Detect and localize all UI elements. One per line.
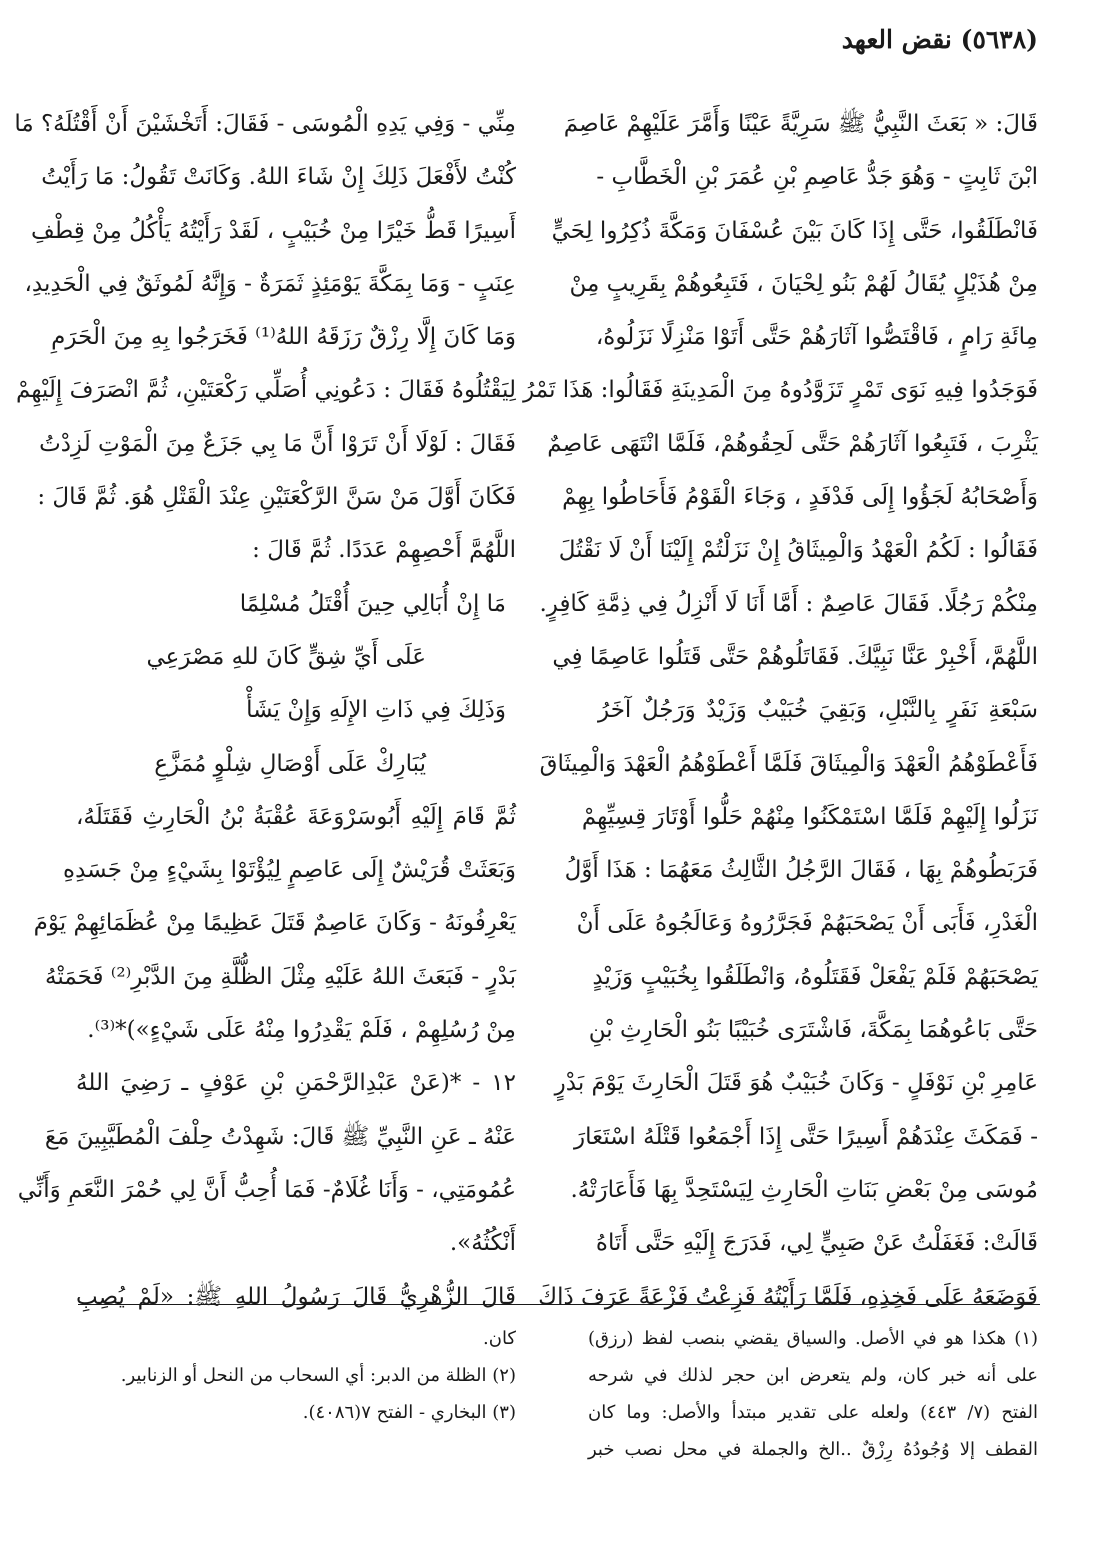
- text-line: ١٢ - *(عَنْ عَبْدِالرَّحْمَنِ بْنِ عَوْفٍ ـ رَضِيَ اللهُ: [76, 1070, 516, 1097]
- text-line: فَكَانَ أَوَّلَ مَنْ سَنَّ الرَّكْعَتَيْنِ عِنْدَ الْقَتْلِ هُوَ. ثُمَّ قَالَ :: [37, 484, 516, 511]
- text-line: وَمَا كَانَ إِلَّا رِزْقٌ رَزَقَهُ اللهُ⁽¹⁾ فَخَرَجُوا بِهِ مِنَ الْحَرَمِ: [51, 324, 516, 351]
- text-line: نَزَلُوا إِلَيْهِمْ فَلَمَّا اسْتَمْكَنُوا مِنْهُمْ حَلُّوا أَوْتَارَ قِسِيِّهِمْ: [581, 803, 1038, 830]
- text-line: فَرَبَطُوهُمْ بِهَا ، فَقَالَ الرَّجُلُ الثَّالِثُ مَعَهُمَا : هَذَا أَوَّلُ: [564, 857, 1038, 884]
- text-line: عِنَبٍ - وَمَا بِمَكَّةَ يَوْمَئِذٍ ثَمَرَةٌ - وَإِنَّهُ لَمُوثَقٌ فِي الْحَدِيدِ،: [24, 270, 516, 297]
- poetry-verse: وَذَلِكَ فِي ذَاتِ الإِلَهِ وَإِنْ يَشَأْ: [246, 697, 506, 724]
- text-line: مِنْ رُسُلِهِمْ ، فَلَمْ يَقْدِرُوا مِنْهُ عَلَى شَيْءٍ»)*⁽³⁾.: [87, 1017, 516, 1044]
- text-line: مُوسَى مِنْ بَعْضِ بَنَاتِ الْحَارِثِ لِيَسْتَحِدَّ بِهَا فَأَعَارَتْهُ.: [570, 1176, 1038, 1203]
- text-line: مِنِّي - وَفِي يَدِهِ الْمُوسَى - فَقَالَ: أَتَخْشَيْنَ أَنْ أَقْتُلَهُ؟ مَا: [14, 111, 516, 137]
- text-line: أَسِيرًا قَطُّ خَيْرًا مِنْ خُبَيْبٍ ، لَقَدْ رَأَيْتُهُ يَأْكُلُ مِنْ قِطْفِ: [31, 217, 516, 244]
- footnote-line: الفتح (٧/ ٤٤٣) ولعله على تقدير مبتدأ والأصل: وما كان: [588, 1402, 1038, 1423]
- text-line: عَنْهُ ـ عَنِ النَّبِيِّ ﷺ قَالَ: شَهِدْتُ حِلْفَ الْمُطَيَّبِينَ مَعَ: [44, 1123, 516, 1150]
- text-line: فَوَضَعَهُ عَلَى فَخِذِهِ، فَلَمَّا رَأَيْتُهُ فَزِعْتُ فَزْعَةً عَرَفَ ذَاكَ: [538, 1283, 1038, 1310]
- text-line: الْغَدْرِ، فَأَبَى أَنْ يَصْحَبَهُمْ فَجَرَّرُوهُ وَعَالَجُوهُ عَلَى أَنْ: [576, 910, 1038, 937]
- text-line: عَامِرِ بْنِ نَوْفَلٍ - وَكَانَ خُبَيْبٌ هُوَ قَتَلَ الْحَارِثَ يَوْمَ بَدْرٍ: [554, 1070, 1038, 1097]
- text-line: قَالَتْ: فَغَفَلْتُ عَنْ صَبِيٍّ لِي، فَدَرَجَ إِلَيْهِ حَتَّى أَتَاهُ: [595, 1230, 1038, 1257]
- text-line: لِيَقْتُلُوهُ فَقَالَ : دَعُونِي أُصَلِّي رَكْعَتَيْنِ، ثُمَّ انْصَرَفَ إِلَيْهِمْ: [16, 377, 516, 404]
- text-line: وَأَصْحَابُهُ لَجَؤُوا إِلَى فَدْفَدٍ ، وَجَاءَ الْقَوْمُ فَأَحَاطُوا بِهِمْ: [562, 484, 1038, 511]
- main-text-column-left: [14, 98, 516, 1310]
- text-line: أَنْكُثُهُ».: [449, 1230, 516, 1257]
- text-line: عُمُومَتِي، - وَأَنَا غُلَامٌ- فَمَا أُحِبُّ أَنَّ لِي حُمْرَ النَّعَمِ وَأَنِّي: [17, 1176, 516, 1203]
- footnotes-right: [588, 1320, 1038, 1520]
- text-line: يَصْحَبَهُمْ فَلَمْ يَفْعَلْ فَقَتَلُوهُ، وَانْطَلَقُوا بِخُبَيْبٍ وَزَيْدٍ: [592, 963, 1038, 990]
- text-line: اللَّهُمَّ أَحْصِهِمْ عَدَدًا. ثُمَّ قَالَ :: [252, 537, 516, 564]
- footnotes-left: [66, 1320, 516, 1520]
- text-line: مِائَةِ رَامٍ ، فَاقْتَصُّوا آثَارَهُمْ حَتَّى أَتَوْا مَنْزِلًا نَزَلُوهُ،: [595, 324, 1038, 351]
- text-line: فَوَجَدُوا فِيهِ نَوَى تَمْرٍ تَزَوَّدُوهُ مِنَ الْمَدِينَةِ فَقَالُوا: هَذَا تَمْرُ: [523, 377, 1038, 404]
- text-line: قَالَ الزُّهْرِيُّ قَالَ رَسُولُ اللهِ ﷺ: «لَمْ يُصِبِ: [76, 1283, 516, 1310]
- text-line: فَانْطَلَقُوا، حَتَّى إِذَا كَانَ بَيْنَ عُسْفَانَ وَمَكَّةَ ذُكِرُوا لِحَيٍّ: [551, 217, 1038, 244]
- text-line: مِنْ هُذَيْلٍ يُقَالُ لَهُمْ بَنُو لِحْيَانَ ، فَتَبِعُوهُمْ بِقَرِيبٍ مِنْ: [569, 270, 1038, 297]
- text-line: كُنْتُ لأَفْعَلَ ذَلِكَ إِنْ شَاءَ اللهُ. وَكَانَتْ تَقُولُ: مَا رَأَيْتُ: [41, 164, 516, 191]
- text-line: بَدْرٍ - فَبَعَثَ اللهُ عَلَيْهِ مِثْلَ الظُّلَّةِ مِنَ الدَّبْرِ⁽²⁾ فَحَمَتْهُ: [45, 963, 516, 990]
- text-line: ابْنَ ثَابِتٍ - وَهُوَ جَدُّ عَاصِمِ بْنِ عُمَرَ بْنِ الْخَطَّابِ -: [596, 164, 1038, 191]
- footnote-line: (١) هكذا هو في الأصل. والسياق يقضي بنصب لفظ (رزق): [588, 1328, 1039, 1349]
- text-line: مِنْكُمْ رَجُلًا. فَقَالَ عَاصِمٌ : أَمَّا أَنَا لَا أَنْزِلُ فِي ذِمَّةِ كَافِرٍ.: [539, 590, 1038, 617]
- footnote-line: (٢) الظلة من الدبر: أي السحاب من النحل أو الزنابير.: [120, 1365, 516, 1386]
- text-line: يَثْرِبَ ، فَتَبِعُوا آثَارَهُمْ حَتَّى لَحِقُوهُمْ، فَلَمَّا انْتَهَى عَاصِمٌ: [547, 430, 1038, 457]
- text-line: ثُمَّ قَامَ إِلَيْهِ أَبُوسَرْوَعَةَ عُقْبَةُ بْنُ الْحَارِثِ فَقَتَلَهُ،: [76, 803, 516, 830]
- main-text-column-right: [523, 98, 1038, 1310]
- text-line: اللَّهُمَّ، أَخْبِرْ عَنَّا نَبِيَّكَ. فَقَاتَلُوهُمْ حَتَّى قَتَلُوا عَاصِمًا فِي: [552, 643, 1038, 670]
- text-line: قَالَ: « بَعَثَ النَّبِيُّ ﷺ سَرِيَّةً عَيْنًا وَأَمَّرَ عَلَيْهِمْ عَاصِمَ: [563, 111, 1038, 137]
- poetry-verse: مَا إِنْ أُبَالِي حِينَ أُقْتَلُ مُسْلِمًا: [239, 590, 506, 617]
- poetry-verse: يُبَارِكْ عَلَى أَوْصَالِ شِلْوٍ مُمَزَّعِ: [154, 750, 426, 777]
- text-line: يَعْرِفُونَهُ - وَكَانَ عَاصِمٌ قَتَلَ عَظِيمًا مِنْ عُظَمَائِهِمْ يَوْمَ: [33, 910, 516, 937]
- text-line: فَقَالُوا : لَكُمُ الْعَهْدُ وَالْمِيثَاقُ إِنْ نَزَلْتُمْ إِلَيْنَا أَنْ لَا نَقْتُلَ: [558, 537, 1038, 564]
- footnote-line: على أنه خبر كان، ولم يتعرض ابن حجر لذلك في شرحه: [588, 1365, 1038, 1386]
- text-line: وَبَعَثَتْ قُرَيْشٌ إِلَى عَاصِمٍ لِيُؤْتَوْا بِشَيْءٍ مِنْ جَسَدِهِ: [63, 857, 516, 884]
- text-line: فَأَعْطَوْهُمُ الْعَهْدَ وَالْمِيثَاقَ فَلَمَّا أَعْطَوْهُمُ الْعَهْدَ وَالْمِيثَاقَ: [539, 750, 1038, 777]
- running-header: (٥٦٣٨) نقض العهد: [841, 25, 1038, 54]
- footnote-line: (٣) البخاري - الفتح ٧(٤٠٨٦).: [302, 1402, 516, 1423]
- footnote-line: كان.: [483, 1328, 516, 1349]
- text-line: - فَمَكَثَ عِنْدَهُمْ أَسِيرًا حَتَّى إِذَا أَجْمَعُوا قَتْلَهُ اسْتَعَارَ: [573, 1123, 1038, 1150]
- text-line: سَبْعَةِ نَفَرٍ بِالنَّبْلِ، وَبَقِيَ خُبَيْبٌ وَزَيْدٌ وَرَجُلٌ آخَرُ: [598, 697, 1038, 724]
- poetry-verse: عَلَى أَيِّ شِقٍّ كَانَ للهِ مَصْرَعِي: [146, 643, 426, 670]
- footnote-separator: [78, 1304, 1040, 1305]
- footnote-line: القطف إلا وُجُودُهُ رِزْقٌ ..الخ والجملة في محل نصب خبر: [588, 1439, 1038, 1460]
- text-line: فَقَالَ : لَوْلَا أَنْ تَرَوْا أَنَّ مَا بِي جَزَعٌ مِنَ الْمَوْتِ لَزِدْتُ: [39, 430, 516, 457]
- text-line: حَتَّى بَاعُوهُمَا بِمَكَّةَ، فَاشْتَرَى خُبَيْبًا بَنُو الْحَارِثِ بْنِ: [588, 1017, 1038, 1044]
